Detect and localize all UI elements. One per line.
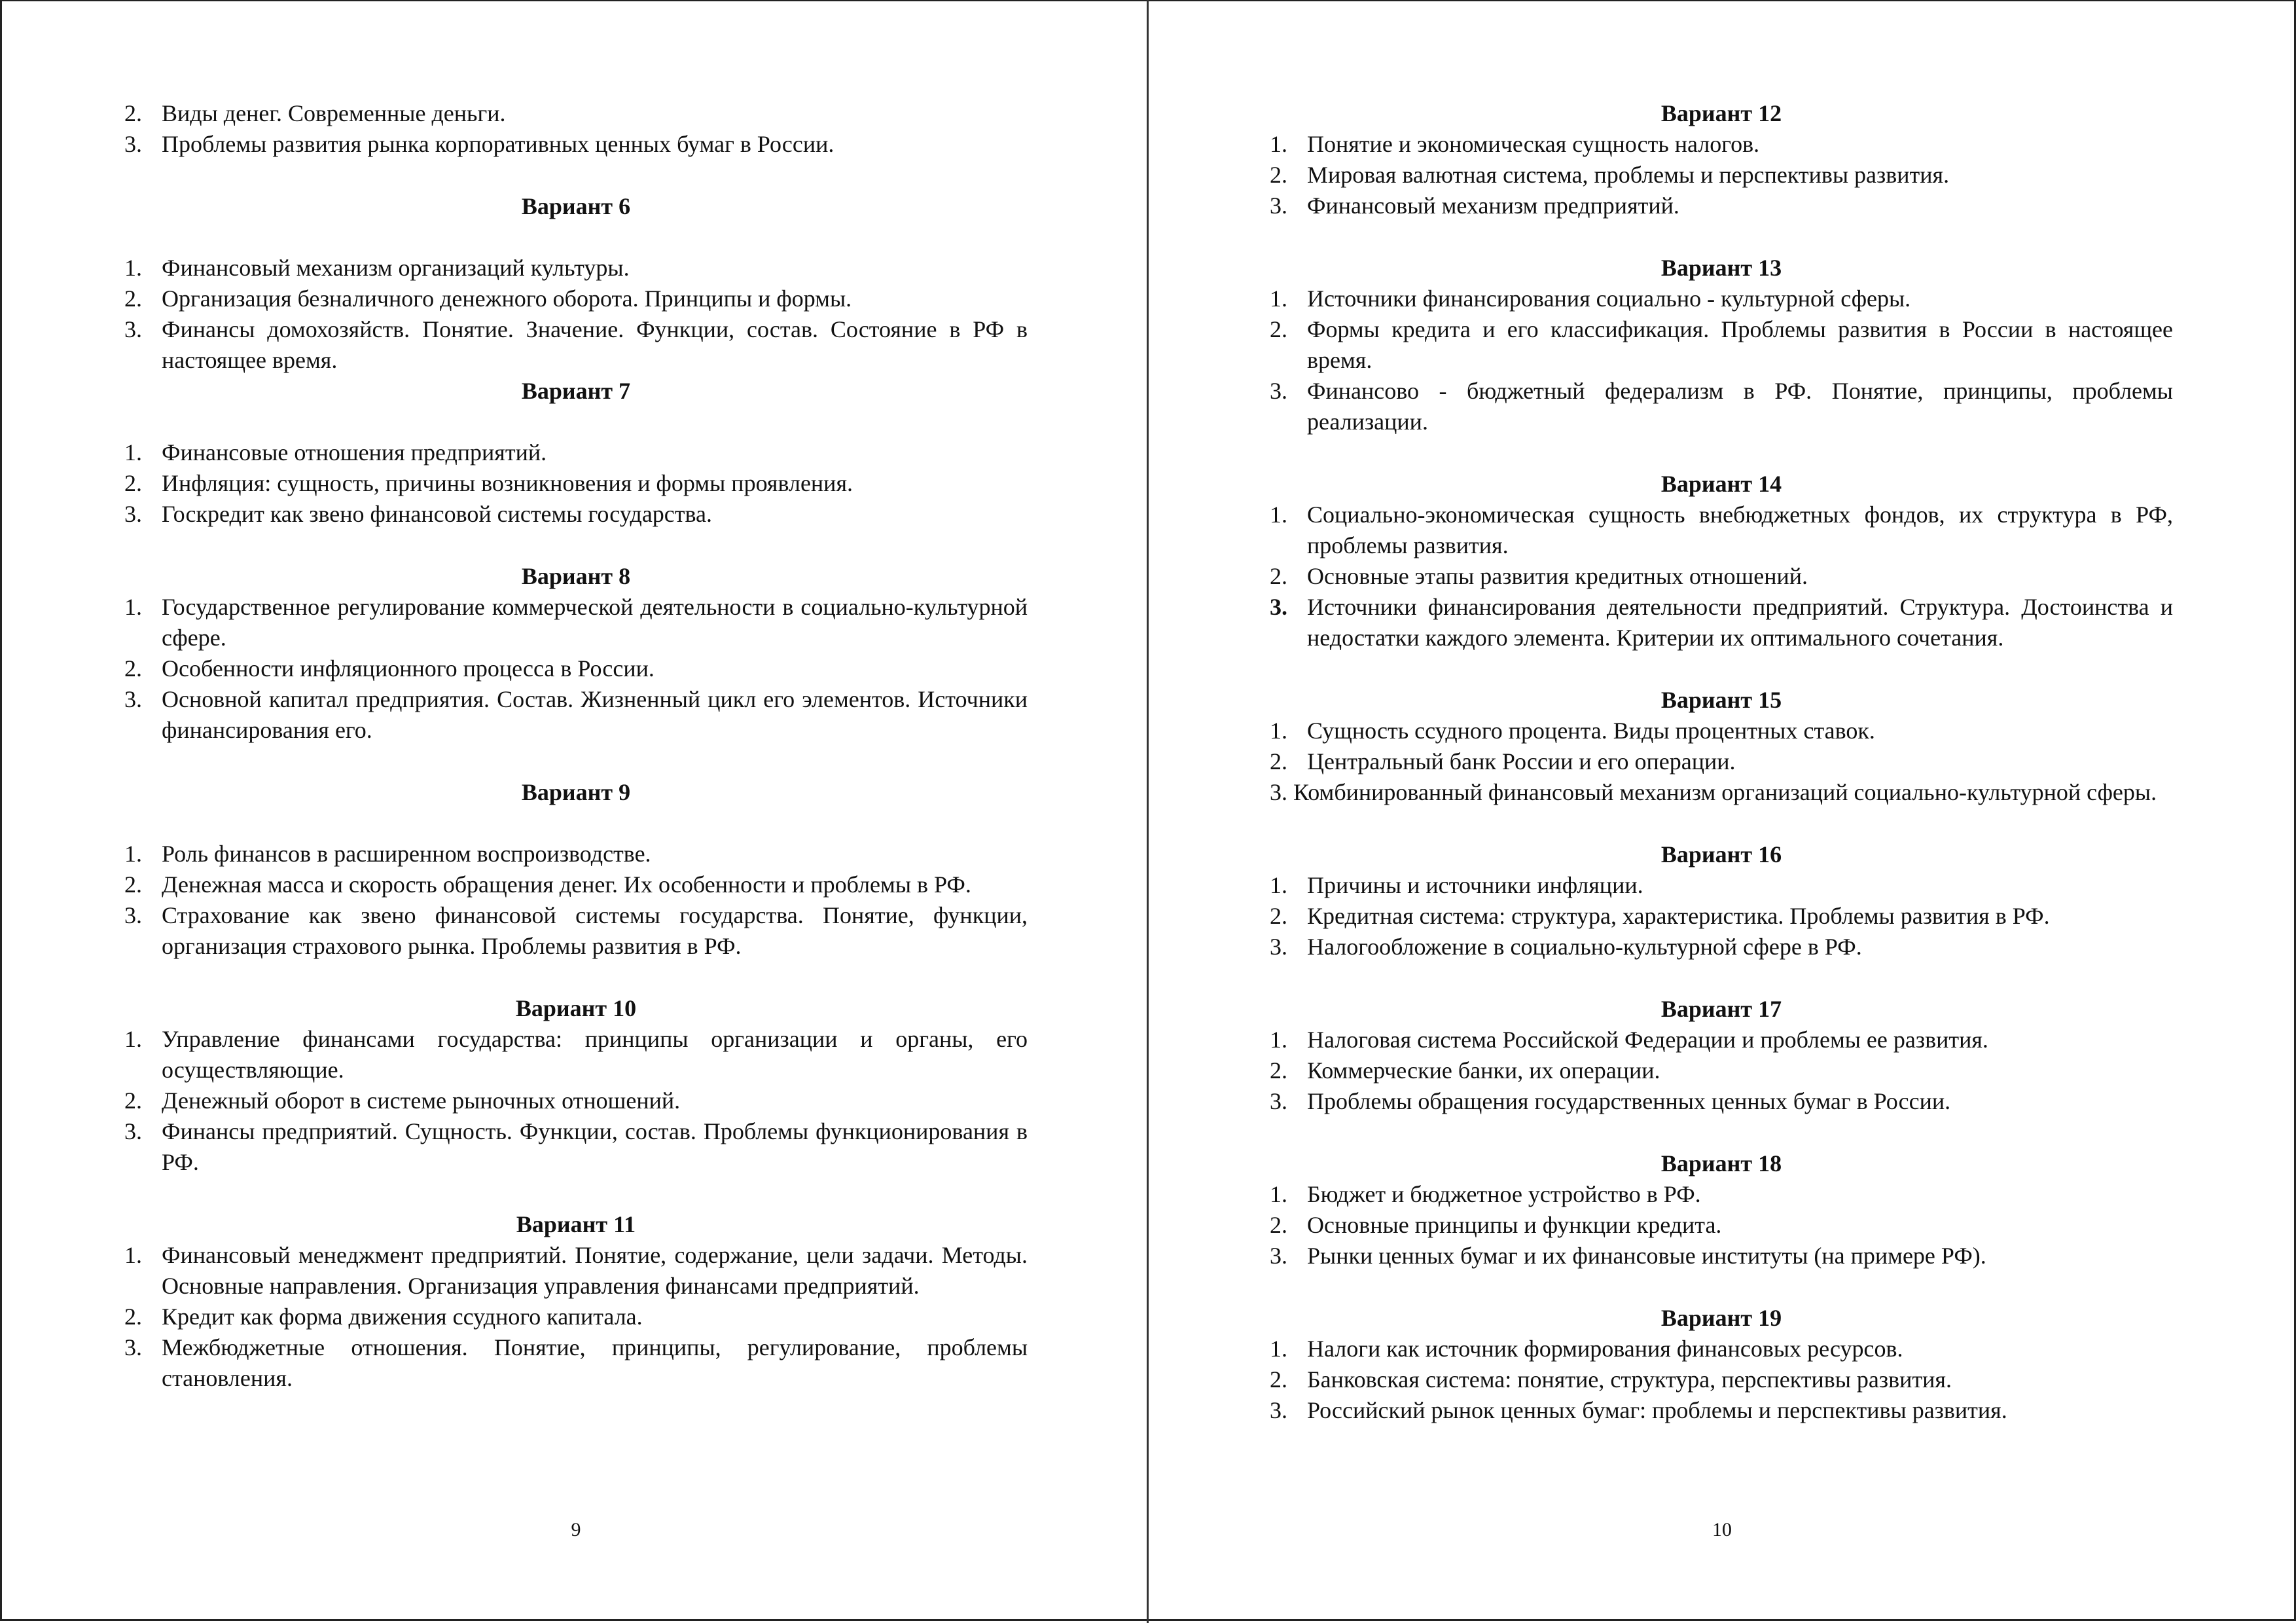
list-item: [1270, 1055, 2173, 1086]
list-item: [1270, 1395, 2173, 1426]
item-text: Основные принципы и функции кредита.: [1307, 1212, 1722, 1238]
item-number: 3.: [124, 1334, 142, 1360]
variant-heading: Вариант 10: [515, 995, 637, 1021]
item-number: 3.: [1270, 378, 1287, 404]
item-text: Социально-экономическая сущность внебюджетных фондов, их структура в РФ, проблемы развития.: [1307, 501, 2173, 558]
item-number: 1.: [124, 255, 142, 281]
intro-list: [124, 98, 1028, 160]
list-item: [1270, 1210, 2173, 1241]
item-number: 1.: [1270, 501, 1287, 528]
item-text: Межбюджетные отношения. Понятие, принципы, регулирование, проблемы становления.: [162, 1334, 1028, 1391]
variant-list: [124, 253, 1028, 376]
item-number: 3.: [124, 1118, 142, 1144]
variant-list: [124, 592, 1028, 746]
variant-14: [1270, 469, 2173, 653]
item-text: Финансовые отношения предприятий.: [162, 439, 547, 465]
item-number: 1.: [124, 1026, 142, 1052]
list-item: [124, 283, 1028, 314]
list-item: [1270, 283, 2173, 314]
item-text: Денежный оборот в системе рыночных отношений.: [162, 1087, 681, 1114]
item-number: 3.: [124, 686, 142, 712]
list-item: [1270, 746, 2173, 777]
list-item: [1270, 561, 2173, 592]
item-text: Финансово - бюджетный федерализм в РФ. Понятие, принципы, проблемы реализации.: [1307, 378, 2173, 435]
list-item: [1270, 777, 2173, 808]
variant-6: [124, 191, 1028, 376]
item-number: 1.: [1270, 718, 1287, 744]
item-number: 1.: [1270, 872, 1287, 898]
item-text: Понятие и экономическая сущность налогов.: [1307, 131, 1760, 157]
list-item: [124, 592, 1028, 653]
variant-list: [1270, 716, 2173, 808]
item-text: Банковская система: понятие, структура, перспективы развития.: [1307, 1366, 1952, 1393]
list-item: [124, 98, 1028, 129]
item-text: Рынки ценных бумаг и их финансовые институты (на примере РФ).: [1307, 1243, 1986, 1269]
item-text: Роль финансов в расширенном воспроизводстве.: [162, 841, 651, 867]
item-text: Управление финансами государства: принципы организации и органы, его осуществляющие.: [162, 1026, 1028, 1083]
item-number: 2.: [124, 1087, 142, 1114]
list-item: [124, 437, 1028, 468]
variant-heading: Вариант 8: [521, 563, 631, 589]
item-text: Финансы предприятий. Сущность. Функции, состав. Проблемы функционирования в РФ.: [162, 1118, 1028, 1175]
list-item: [124, 314, 1028, 376]
variant-list: [1270, 129, 2173, 221]
variant-12: [1270, 98, 2173, 221]
list-item: [1270, 191, 2173, 221]
variant-list: [124, 1240, 1028, 1394]
item-text: Финансовый механизм организаций культуры.: [162, 255, 630, 281]
item-number: 1.: [124, 1242, 142, 1268]
variant-heading: Вариант 19: [1660, 1305, 1782, 1331]
item-number: 2.: [124, 100, 142, 126]
list-item: [124, 900, 1028, 962]
item-number: 2.: [1270, 1212, 1287, 1238]
list-item: [124, 869, 1028, 900]
item-text: Налогообложение в социально-культурной сфере в РФ.: [1307, 934, 1862, 960]
item-number: 2.: [124, 871, 142, 898]
item-text: Кредитная система: структура, характеристика. Проблемы развития в РФ.: [1307, 903, 2050, 929]
item-number: 2.: [1270, 563, 1287, 589]
list-item: [1270, 160, 2173, 191]
page-number: 9: [571, 1519, 581, 1541]
list-item: [124, 499, 1028, 530]
item-number: 2.: [1270, 1057, 1287, 1084]
item-number: 3.: [1270, 1088, 1287, 1114]
item-number: 1.: [124, 594, 142, 620]
item-number: 2.: [124, 470, 142, 496]
list-item: [1270, 1179, 2173, 1210]
item-number: 1.: [1270, 1336, 1287, 1362]
item-number: 2.: [124, 285, 142, 312]
list-item: [1270, 1364, 2173, 1395]
list-item: [1270, 932, 2173, 962]
item-number: 2.: [1270, 162, 1287, 188]
list-item: [1270, 129, 2173, 160]
item-text: Налоги как источник формирования финансовых ресурсов.: [1307, 1336, 1903, 1362]
item-number: 3.: [1270, 1243, 1287, 1269]
variant-13: [1270, 253, 2173, 437]
list-item: [1270, 592, 2173, 653]
list-item: [124, 1302, 1028, 1332]
variant-list: [1270, 1179, 2173, 1271]
variant-15: [1270, 685, 2173, 808]
item-text: Основной капитал предприятия. Состав. Жизненный цикл его элементов. Источники финансирования его.: [162, 686, 1028, 743]
item-number: 3.: [1270, 192, 1287, 219]
list-item: [124, 1024, 1028, 1085]
variant-heading: Вариант 12: [1660, 100, 1782, 126]
item-text: Финансовый менеджмент предприятий. Понятие, содержание, цели задачи. Методы. Основные направления. Организация управления финансами предприятий.: [162, 1242, 1028, 1299]
page-number: 10: [1712, 1519, 1732, 1541]
right-page: [1270, 98, 2173, 1457]
item-text: Источники финансирования деятельности предприятий. Структура. Достоинства и недостатки каждого элемента. Критерии их оптимального сочетания.: [1307, 594, 2173, 651]
variant-list: [124, 1024, 1028, 1178]
item-number: 2.: [1270, 903, 1287, 929]
item-number: 2.: [124, 655, 142, 682]
item-number: 3.: [1270, 934, 1287, 960]
variant-list: [1270, 500, 2173, 653]
list-item: [124, 468, 1028, 499]
item-text: Налоговая система Российской Федерации и проблемы ее развития.: [1307, 1027, 1988, 1053]
list-item: [1270, 376, 2173, 437]
item-text: Особенности инфляционного процесса в России.: [162, 655, 655, 682]
item-text: Финансы домохозяйств. Понятие. Значение. Функции, состав. Состояние в РФ в настоящее время.: [162, 316, 1028, 373]
item-text: Центральный банк России и его операции.: [1307, 748, 1736, 775]
variant-list: [1270, 1025, 2173, 1117]
variant-list: [1270, 283, 2173, 437]
item-text: Денежная масса и скорость обращения денег. Их особенности и проблемы в РФ.: [162, 871, 971, 898]
list-item: [1270, 716, 2173, 746]
item-text: Формы кредита и его классификация. Проблемы развития в России в настоящее время.: [1307, 316, 2173, 373]
list-item: [124, 1116, 1028, 1178]
item-number: 2.: [124, 1304, 142, 1330]
item-number: 3.: [124, 131, 142, 157]
item-number: 2.: [1270, 316, 1287, 342]
intro-items: [124, 98, 1028, 160]
variant-heading: Вариант 11: [516, 1211, 636, 1237]
item-text: Финансовый механизм предприятий.: [1307, 192, 1679, 219]
list-item: [1270, 314, 2173, 376]
item-number: 3.: [124, 501, 142, 527]
item-text: Кредит как форма движения ссудного капитала.: [162, 1304, 643, 1330]
variant-heading: Вариант 17: [1660, 996, 1782, 1022]
item-text: Инфляция: сущность, причины возникновения и формы проявления.: [162, 470, 853, 496]
list-item: [124, 253, 1028, 283]
variant-18: [1270, 1148, 2173, 1271]
list-item: [124, 129, 1028, 160]
item-text: Страхование как звено финансовой системы государства. Понятие, функции, организация страхового рынка. Проблемы развития в РФ.: [162, 902, 1028, 959]
variant-heading: Вариант 16: [1660, 841, 1782, 867]
item-text: Проблемы развития рынка корпоративных ценных бумаг в России.: [162, 131, 834, 157]
item-number: 1.: [124, 439, 142, 465]
item-text: Государственное регулирование коммерческой деятельности в социально-культурной сфере.: [162, 594, 1028, 651]
item-text: Источники финансирования социально - культурной сферы.: [1307, 285, 1911, 312]
variant-7: [124, 376, 1028, 530]
list-item: [124, 1085, 1028, 1116]
item-number: 1.: [124, 841, 142, 867]
list-item: [1270, 500, 2173, 561]
left-page: [124, 98, 1028, 1425]
list-item: [1270, 1334, 2173, 1364]
variant-heading: Вариант 18: [1660, 1150, 1782, 1176]
variant-17: [1270, 994, 2173, 1117]
item-number: 2.: [1270, 1366, 1287, 1393]
variant-heading: Вариант 15: [1660, 687, 1782, 713]
item-number: 1.: [1270, 285, 1287, 312]
item-number: 3.: [124, 902, 142, 928]
item-number: 3.: [124, 316, 142, 342]
variant-8: [124, 561, 1028, 746]
item-number: 1.: [1270, 1027, 1287, 1053]
item-text: Виды денег. Современные деньги.: [162, 100, 506, 126]
item-text: Госкредит как звено финансовой системы государства.: [162, 501, 713, 527]
variant-heading: Вариант 9: [521, 779, 631, 805]
variant-heading: Вариант 7: [521, 378, 631, 404]
item-text: Бюджет и бюджетное устройство в РФ.: [1307, 1181, 1701, 1207]
variant-16: [1270, 839, 2173, 962]
item-number: 1.: [1270, 1181, 1287, 1207]
item-text: Проблемы обращения государственных ценных бумаг в России.: [1307, 1088, 1951, 1114]
item-number: 3.: [1270, 594, 1287, 620]
variant-9: [124, 777, 1028, 962]
list-item: [1270, 1086, 2173, 1117]
list-item: [1270, 901, 2173, 932]
variant-list: [1270, 1334, 2173, 1426]
item-text: Организация безналичного денежного оборота. Принципы и формы.: [162, 285, 852, 312]
variant-list: [1270, 870, 2173, 962]
variant-heading: Вариант 6: [521, 193, 631, 219]
item-number: 3.: [1270, 1397, 1287, 1423]
list-item: [124, 684, 1028, 746]
variant-list: [124, 839, 1028, 962]
item-number: 1.: [1270, 131, 1287, 157]
list-item: [124, 653, 1028, 684]
item-text: Сущность ссудного процента. Виды процентных ставок.: [1307, 718, 1875, 744]
variant-heading: Вариант 14: [1660, 471, 1782, 497]
item-number: 2.: [1270, 748, 1287, 775]
variant-heading: Вариант 13: [1660, 255, 1782, 281]
item-text: Основные этапы развития кредитных отношений.: [1307, 563, 1808, 589]
list-item: [124, 1240, 1028, 1302]
item-text: Комбинированный финансовый механизм организаций социально-культурной сферы.: [1293, 779, 2157, 805]
item-number: 3.: [1270, 779, 1287, 805]
item-text: Российский рынок ценных бумаг: проблемы и перспективы развития.: [1307, 1397, 2007, 1423]
variant-10: [124, 993, 1028, 1178]
variant-19: [1270, 1303, 2173, 1426]
variant-list: [124, 437, 1028, 530]
item-text: Коммерческие банки, их операции.: [1307, 1057, 1660, 1084]
list-item: [1270, 1025, 2173, 1055]
item-text: Мировая валютная система, проблемы и перспективы развития.: [1307, 162, 1950, 188]
list-item: [1270, 870, 2173, 901]
list-item: [124, 1332, 1028, 1394]
item-text: Причины и источники инфляции.: [1307, 872, 1643, 898]
list-item: [1270, 1241, 2173, 1271]
variant-11: [124, 1209, 1028, 1394]
list-item: [124, 839, 1028, 869]
